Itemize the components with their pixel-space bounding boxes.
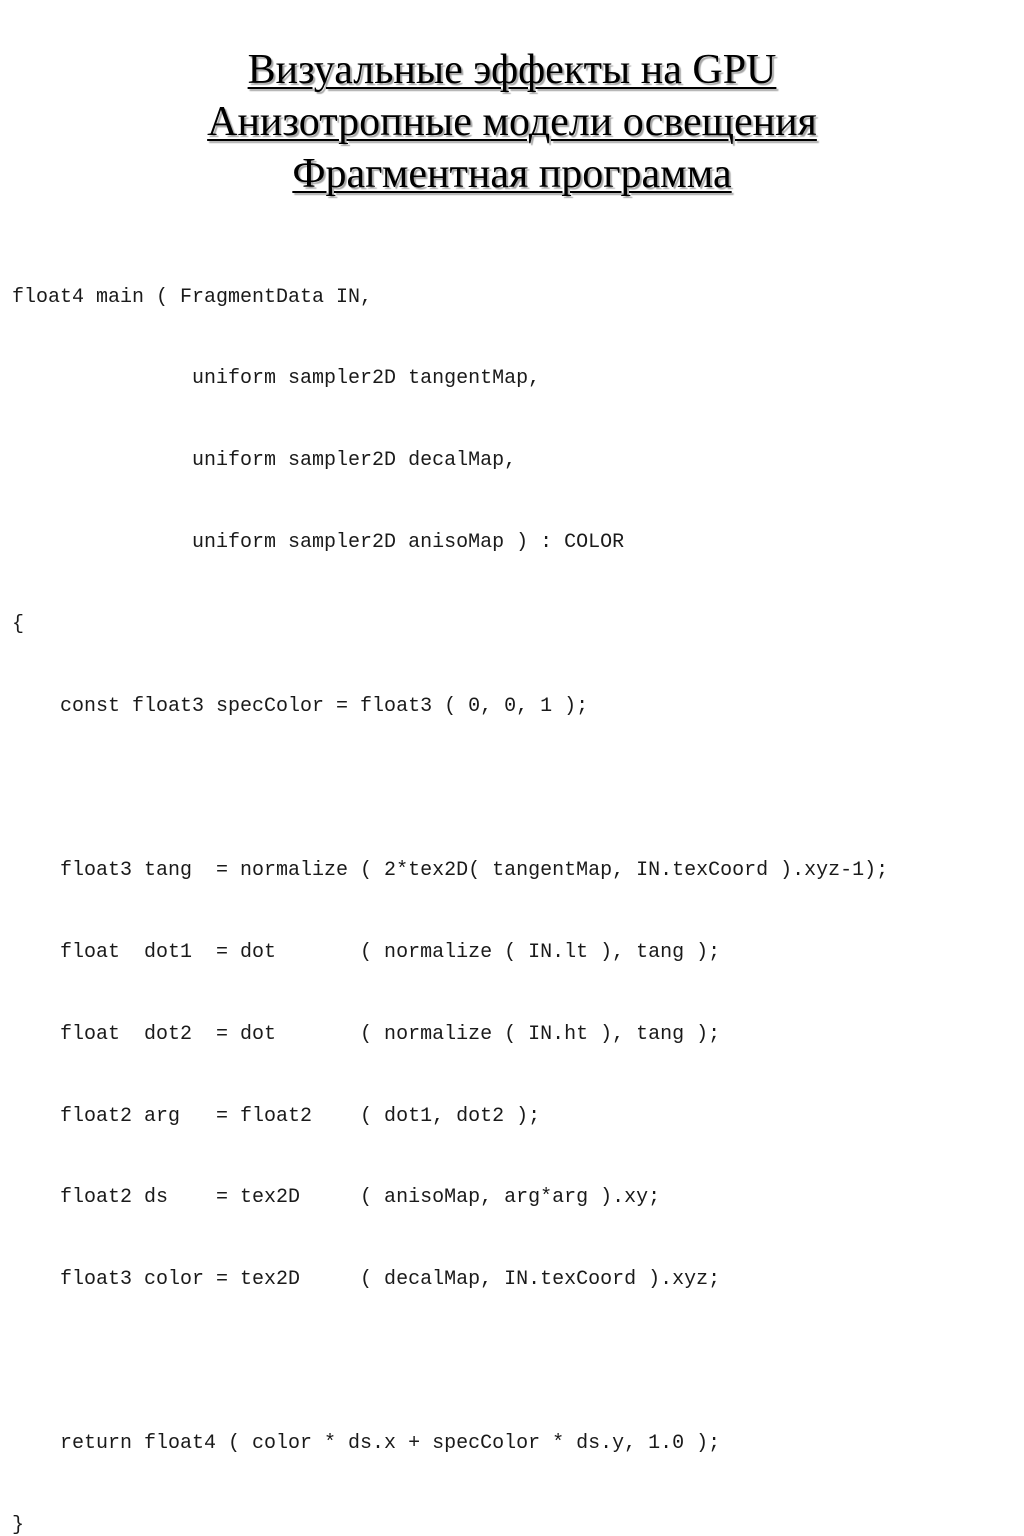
code-line: { <box>12 613 25 637</box>
code-line: float4 main ( FragmentData IN, <box>12 285 373 309</box>
title-line-2-text: Анизотропные модели освещения <box>207 99 817 145</box>
title-line-3-text: Фрагментная программа <box>292 151 732 197</box>
code-line: float3 tang = normalize ( 2*tex2D( tangentMap, IN.texCoord ).xyz-1); <box>12 858 889 882</box>
code-line: float2 ds = tex2D ( anisoMap, arg*arg ).xy; <box>12 1186 661 1210</box>
code-line: uniform sampler2D decalMap, <box>12 449 517 473</box>
code-line: float dot2 = dot ( normalize ( IN.ht ), tang ); <box>12 1022 721 1046</box>
code-line <box>12 775 888 802</box>
code-line <box>12 1348 888 1375</box>
code-line: float2 arg = float2 ( dot1, dot2 ); <box>12 1104 541 1128</box>
title-line-1 <box>0 44 1024 96</box>
title-line-2 <box>0 96 1024 148</box>
code-line: } <box>12 1513 25 1536</box>
code-line: float dot1 = dot ( normalize ( IN.lt ), tang ); <box>12 940 721 964</box>
code-line: const float3 specColor = float3 ( 0, 0, 1 ); <box>12 695 589 719</box>
title-line-1-text: Визуальные эффекты на GPU <box>247 47 777 93</box>
code-block <box>12 229 888 1536</box>
code-line: uniform sampler2D anisoMap ) : COLOR <box>12 531 625 555</box>
title-line-3 <box>0 148 1024 200</box>
code-line: return float4 ( color * ds.x + specColor * ds.y, 1.0 ); <box>12 1432 721 1456</box>
code-line: float3 color = tex2D ( decalMap, IN.texCoord ).xyz; <box>12 1268 721 1292</box>
code-line: uniform sampler2D tangentMap, <box>12 367 541 391</box>
slide-title <box>0 44 1024 200</box>
